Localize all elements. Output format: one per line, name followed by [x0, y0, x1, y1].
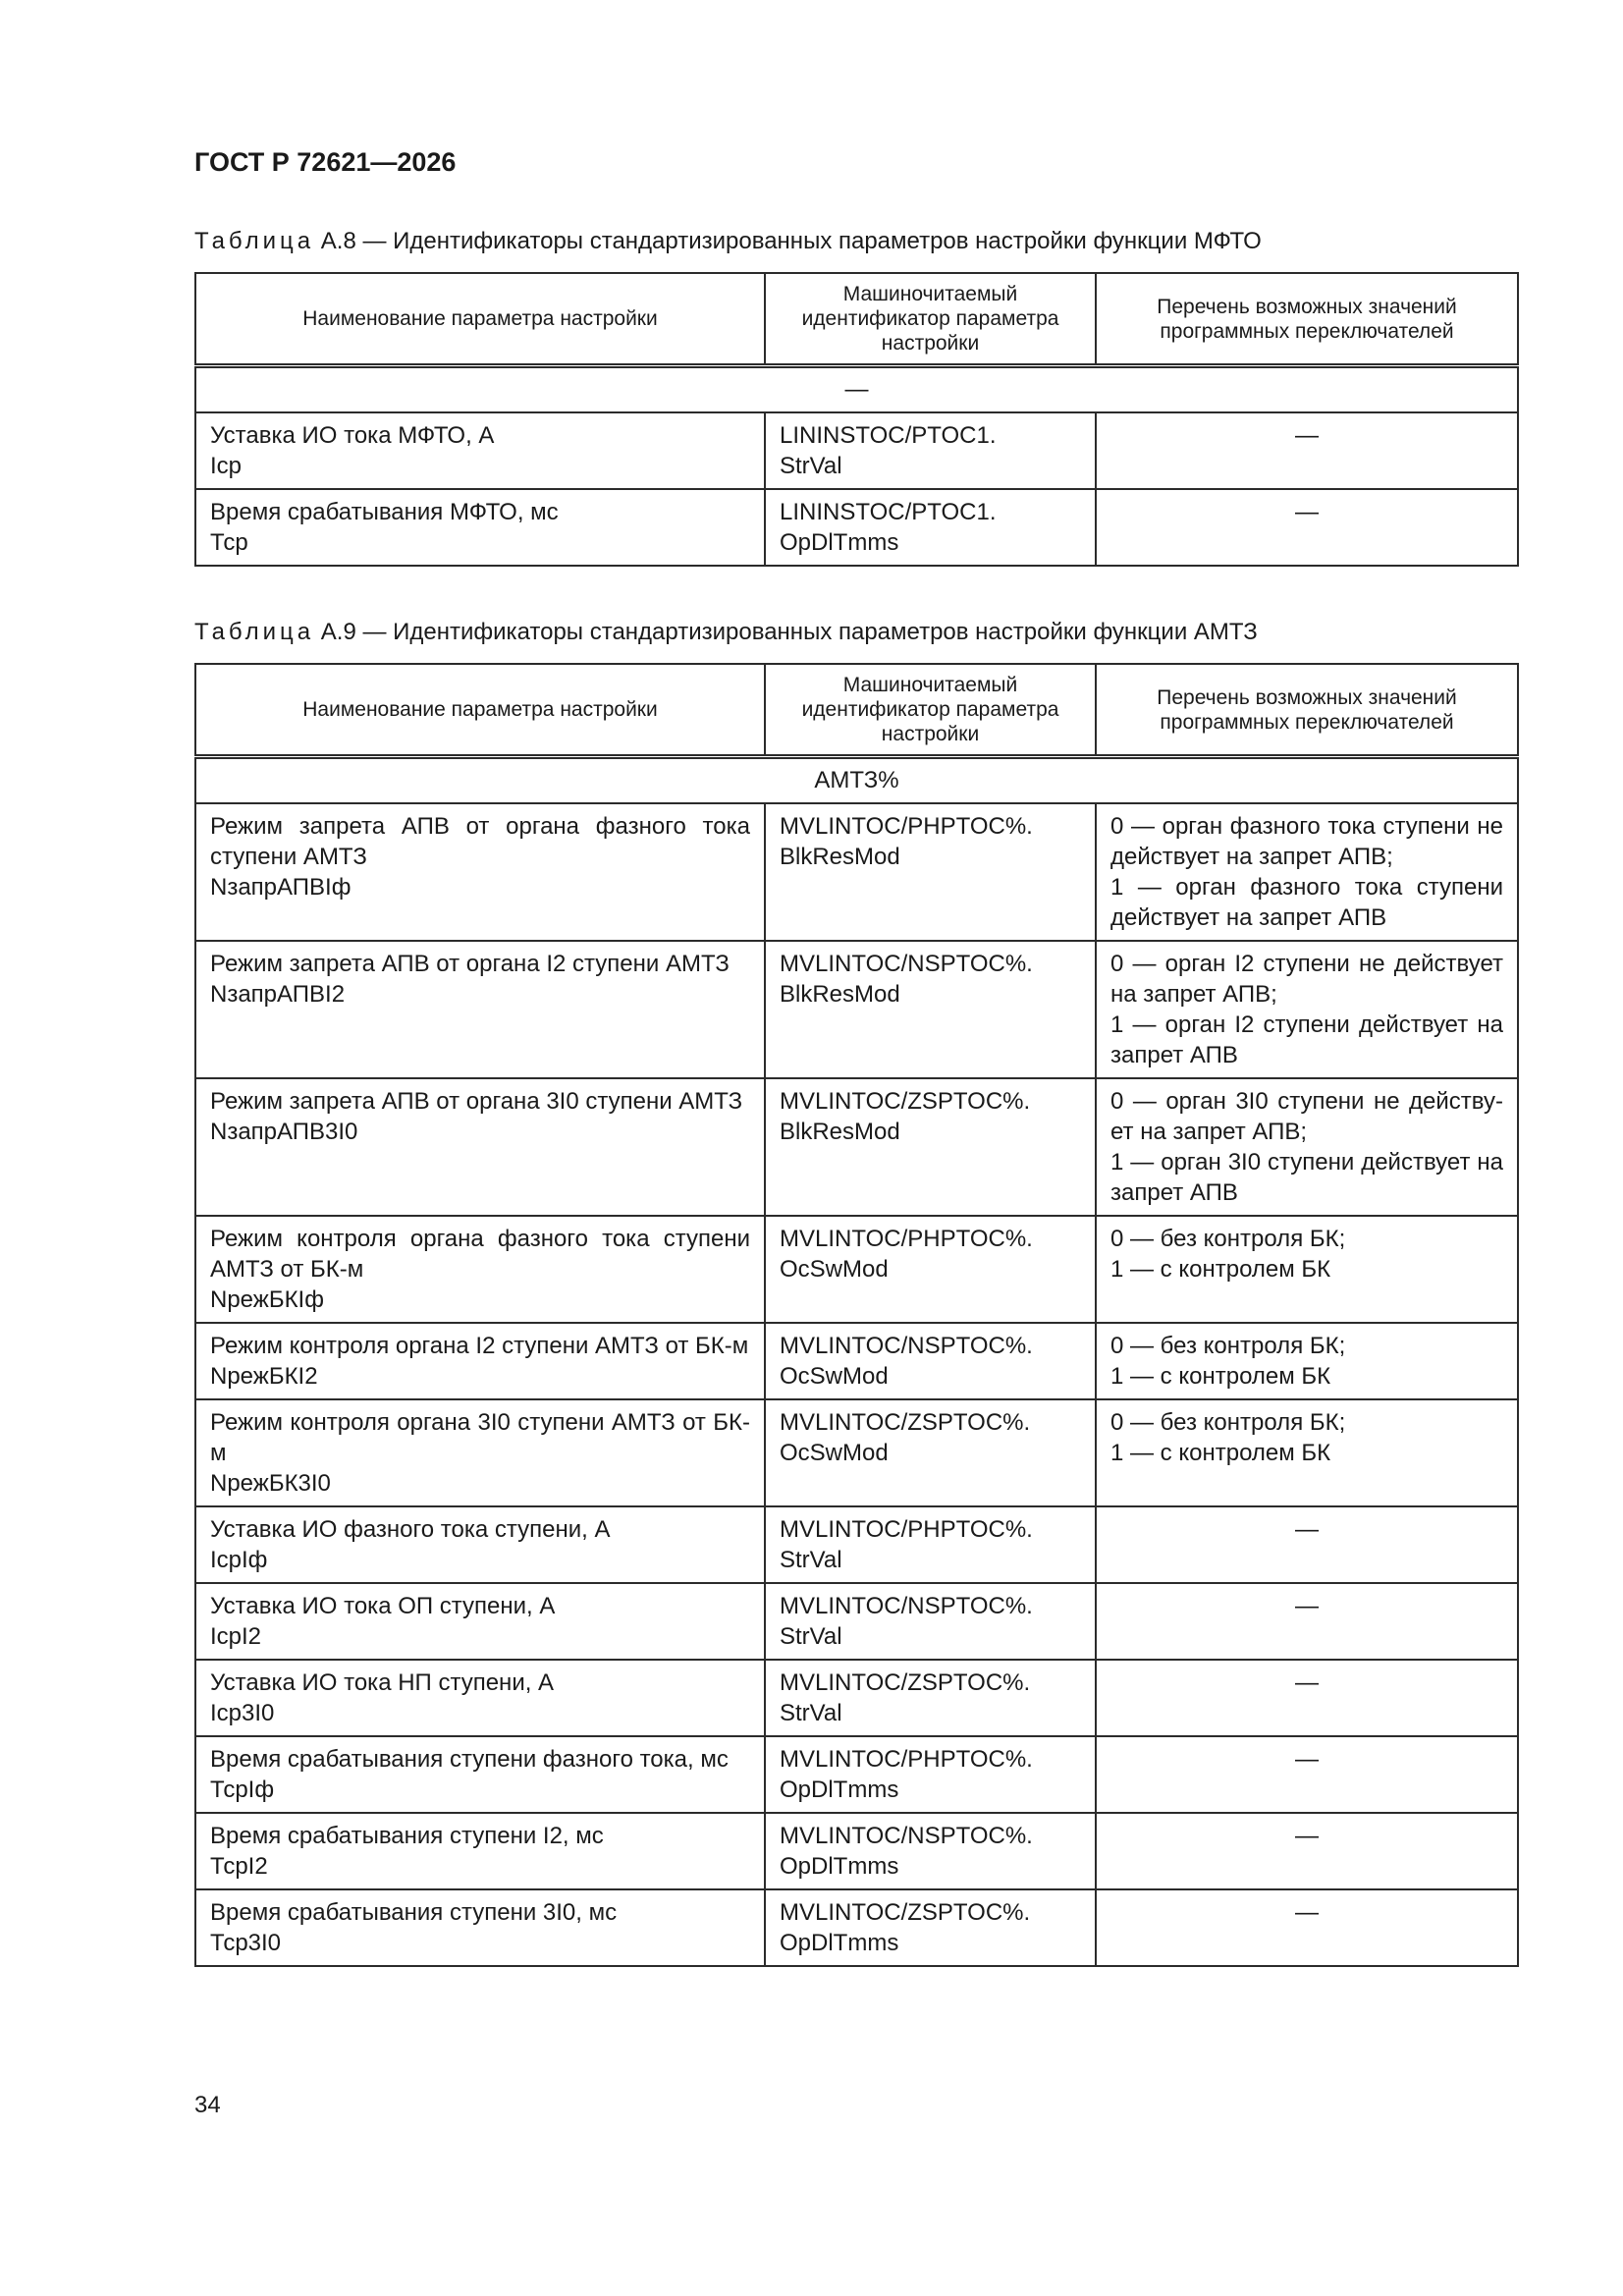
- param-name-line: Режим контроля органа I2 ступени АМТЗ от БК-м: [210, 1332, 749, 1359]
- param-name-cell: [195, 1399, 765, 1506]
- table-a8-body: [195, 412, 1518, 566]
- values-line: 1 — с контролем БК: [1110, 1439, 1331, 1466]
- values-cell: [1096, 1660, 1518, 1736]
- values-line: —: [1295, 421, 1319, 449]
- table-a9-caption-prefix: Таблица: [194, 619, 315, 645]
- identifier-line: OpDlTmms: [780, 528, 899, 556]
- param-name-line: NзапрАПВ3I0: [210, 1118, 358, 1145]
- identifier-line: StrVal: [780, 1699, 842, 1726]
- identifier-cell: [765, 1216, 1096, 1323]
- param-name-line: Режим запрета АПВ от органа фазного тока ступени АМТЗ: [210, 812, 750, 870]
- param-name-cell: [195, 941, 765, 1078]
- param-name-line: NзапрАПВIф: [210, 873, 352, 901]
- param-name-cell: [195, 1889, 765, 1966]
- table-a9: [194, 663, 1519, 1967]
- param-name-line: IсрIф: [210, 1546, 268, 1573]
- values-cell: [1096, 1889, 1518, 1966]
- table-a9-col-name-header: Наименование параметра настройки: [195, 664, 765, 757]
- identifier-line: MVLINTOC/ZSPTOC%.: [780, 1408, 1031, 1436]
- param-name-line: Iср: [210, 452, 243, 479]
- table-a8-caption: [194, 228, 1262, 255]
- values-line: —: [1295, 498, 1319, 525]
- table-a8-caption-prefix: Таблица: [194, 228, 315, 254]
- identifier-line: OcSwMod: [780, 1255, 889, 1283]
- table-row: [195, 941, 1518, 1078]
- identifier-line: StrVal: [780, 452, 842, 479]
- param-name-line: IсрI2: [210, 1622, 262, 1650]
- param-name-cell: [195, 1583, 765, 1660]
- identifier-line: MVLINTOC/NSPTOC%.: [780, 950, 1033, 977]
- table-a8-col-id-header: Машиночитаемый идентификатор параметра настройки: [765, 273, 1096, 366]
- page-number: 34: [194, 2092, 221, 2118]
- identifier-line: BlkResMod: [780, 980, 900, 1008]
- identifier-line: MVLINTOC/ZSPTOC%.: [780, 1087, 1031, 1115]
- values-line: —: [1295, 1745, 1319, 1773]
- values-cell: [1096, 1216, 1518, 1323]
- values-cell: [1096, 941, 1518, 1078]
- identifier-cell: [765, 489, 1096, 566]
- param-name-line: Время срабатывания МФТО, мс: [210, 498, 559, 525]
- identifier-line: MVLINTOC/PHPTOC%.: [780, 1515, 1033, 1543]
- values-cell: [1096, 412, 1518, 489]
- param-name-cell: [195, 1216, 765, 1323]
- param-name-line: Уставка ИО тока НП ступени, А: [210, 1668, 555, 1696]
- values-cell: [1096, 489, 1518, 566]
- param-name-line: Уставка ИО тока ОП ступени, А: [210, 1592, 556, 1619]
- identifier-line: BlkResMod: [780, 843, 900, 870]
- identifier-cell: [765, 803, 1096, 941]
- param-name-cell: [195, 1736, 765, 1813]
- table-a8-group-label: —: [195, 366, 1518, 412]
- table-row: [195, 1399, 1518, 1506]
- values-line: 1 — орган I2 ступени действует на запрет АПВ: [1110, 1011, 1503, 1068]
- values-cell: [1096, 1078, 1518, 1216]
- param-name-line: Режим контроля органа 3I0 ступени АМТЗ от БК-м: [210, 1408, 750, 1466]
- identifier-cell: [765, 1583, 1096, 1660]
- values-line: 1 — орган 3I0 ступени действует на запрет АПВ: [1110, 1148, 1503, 1206]
- table-row: [195, 1889, 1518, 1966]
- identifier-line: StrVal: [780, 1546, 842, 1573]
- identifier-cell: [765, 1323, 1096, 1399]
- values-line: 1 — с контролем БК: [1110, 1362, 1331, 1390]
- table-a9-caption: [194, 619, 1258, 646]
- param-name-cell: [195, 1660, 765, 1736]
- param-name-line: Уставка ИО фазного тока ступени, А: [210, 1515, 611, 1543]
- param-name-cell: [195, 1813, 765, 1889]
- param-name-cell: [195, 412, 765, 489]
- values-line: —: [1295, 1668, 1319, 1696]
- param-name-cell: [195, 1323, 765, 1399]
- values-line: —: [1295, 1515, 1319, 1543]
- param-name-cell: [195, 1078, 765, 1216]
- param-name-line: NрежБКIф: [210, 1285, 324, 1313]
- values-line: 1 — орган фазного тока ступени действует на запрет АПВ: [1110, 873, 1503, 931]
- values-line: 0 — без контроля БК;: [1110, 1408, 1346, 1436]
- identifier-line: MVLINTOC/NSPTOC%.: [780, 1592, 1033, 1619]
- param-name-line: NрежБК3I0: [210, 1469, 331, 1497]
- table-a8-header-row: [195, 273, 1518, 366]
- table-a9-body: [195, 803, 1518, 1966]
- param-name-line: Тср3I0: [210, 1929, 282, 1956]
- identifier-line: MVLINTOC/NSPTOC%.: [780, 1332, 1033, 1359]
- values-line: —: [1295, 1592, 1319, 1619]
- param-name-line: ТсрI2: [210, 1852, 268, 1880]
- param-name-line: NрежБКI2: [210, 1362, 318, 1390]
- table-a9-col-values-header: Перечень возможных значений программных переключателей: [1096, 664, 1518, 757]
- identifier-line: MVLINTOC/ZSPTOC%.: [780, 1898, 1031, 1926]
- values-cell: [1096, 1506, 1518, 1583]
- identifier-cell: [765, 412, 1096, 489]
- values-cell: [1096, 803, 1518, 941]
- values-line: 0 — орган 3I0 ступени не действу-ет на запрет АПВ;: [1110, 1087, 1503, 1145]
- identifier-line: OcSwMod: [780, 1362, 889, 1390]
- param-name-line: Режим запрета АПВ от органа 3I0 ступени АМТЗ: [210, 1087, 743, 1115]
- values-cell: [1096, 1583, 1518, 1660]
- table-a8: [194, 272, 1519, 567]
- identifier-cell: [765, 1813, 1096, 1889]
- table-row: [195, 1506, 1518, 1583]
- table-row: [195, 803, 1518, 941]
- table-row: [195, 1323, 1518, 1399]
- values-cell: [1096, 1813, 1518, 1889]
- identifier-cell: [765, 941, 1096, 1078]
- table-row: [195, 1583, 1518, 1660]
- param-name-line: NзапрАПВI2: [210, 980, 346, 1008]
- table-row: [195, 1813, 1518, 1889]
- identifier-line: OpDlTmms: [780, 1776, 899, 1803]
- param-name-line: Iср3I0: [210, 1699, 275, 1726]
- table-a9-col-id-header: Машиночитаемый идентификатор параметра настройки: [765, 664, 1096, 757]
- table-a8-col-values-header: Перечень возможных значений программных переключателей: [1096, 273, 1518, 366]
- values-cell: [1096, 1323, 1518, 1399]
- param-name-line: Тср: [210, 528, 248, 556]
- values-line: 0 — орган I2 ступени не действует на запрет АПВ;: [1110, 950, 1503, 1008]
- identifier-cell: [765, 1506, 1096, 1583]
- identifier-line: OpDlTmms: [780, 1929, 899, 1956]
- param-name-line: Время срабатывания ступени 3I0, мс: [210, 1898, 618, 1926]
- identifier-line: MVLINTOC/NSPTOC%.: [780, 1822, 1033, 1849]
- identifier-line: MVLINTOC/PHPTOC%.: [780, 812, 1033, 840]
- values-line: —: [1295, 1898, 1319, 1926]
- param-name-cell: [195, 803, 765, 941]
- identifier-line: LININSTOC/PTOC1.: [780, 498, 997, 525]
- param-name-line: Время срабатывания ступени фазного тока, мс: [210, 1745, 729, 1773]
- values-line: 0 — без контроля БК;: [1110, 1332, 1346, 1359]
- table-a9-caption-text: А.9 — Идентификаторы стандартизированных параметров настройки функции АМТЗ: [314, 619, 1258, 645]
- param-name-line: Режим контроля органа фазного тока ступени АМТЗ от БК-м: [210, 1225, 750, 1283]
- table-row: [195, 1660, 1518, 1736]
- table-a9-group-row: [195, 757, 1518, 803]
- identifier-line: LININSTOC/PTOC1.: [780, 421, 997, 449]
- identifier-line: OcSwMod: [780, 1439, 889, 1466]
- identifier-line: MVLINTOC/PHPTOC%.: [780, 1745, 1033, 1773]
- table-a9-header-row: [195, 664, 1518, 757]
- param-name-line: ТсрIф: [210, 1776, 275, 1803]
- param-name-cell: [195, 489, 765, 566]
- table-a8-group-row: [195, 366, 1518, 412]
- values-line: —: [1295, 1822, 1319, 1849]
- table-a8-col-name-header: Наименование параметра настройки: [195, 273, 765, 366]
- identifier-line: OpDlTmms: [780, 1852, 899, 1880]
- identifier-line: StrVal: [780, 1622, 842, 1650]
- table-row: [195, 412, 1518, 489]
- identifier-cell: [765, 1399, 1096, 1506]
- identifier-cell: [765, 1660, 1096, 1736]
- table-row: [195, 1078, 1518, 1216]
- identifier-cell: [765, 1078, 1096, 1216]
- table-row: [195, 489, 1518, 566]
- param-name-cell: [195, 1506, 765, 1583]
- values-line: 0 — без контроля БК;: [1110, 1225, 1346, 1252]
- identifier-line: MVLINTOC/ZSPTOC%.: [780, 1668, 1031, 1696]
- table-row: [195, 1216, 1518, 1323]
- param-name-line: Режим запрета АПВ от органа I2 ступени АМТЗ: [210, 950, 730, 977]
- table-a9-group-label: АМТЗ%: [195, 757, 1518, 803]
- param-name-line: Время срабатывания ступени I2, мс: [210, 1822, 604, 1849]
- param-name-line: Уставка ИО тока МФТО, А: [210, 421, 495, 449]
- values-line: 1 — с контролем БК: [1110, 1255, 1331, 1283]
- document-header: ГОСТ Р 72621—2026: [194, 147, 457, 177]
- values-line: 0 — орган фазного тока ступени не действует на запрет АПВ;: [1110, 812, 1503, 870]
- identifier-cell: [765, 1736, 1096, 1813]
- identifier-line: MVLINTOC/PHPTOC%.: [780, 1225, 1033, 1252]
- values-cell: [1096, 1736, 1518, 1813]
- table-row: [195, 1736, 1518, 1813]
- identifier-line: BlkResMod: [780, 1118, 900, 1145]
- values-cell: [1096, 1399, 1518, 1506]
- table-a8-caption-text: А.8 — Идентификаторы стандартизированных параметров настройки функции МФТО: [314, 228, 1262, 254]
- identifier-cell: [765, 1889, 1096, 1966]
